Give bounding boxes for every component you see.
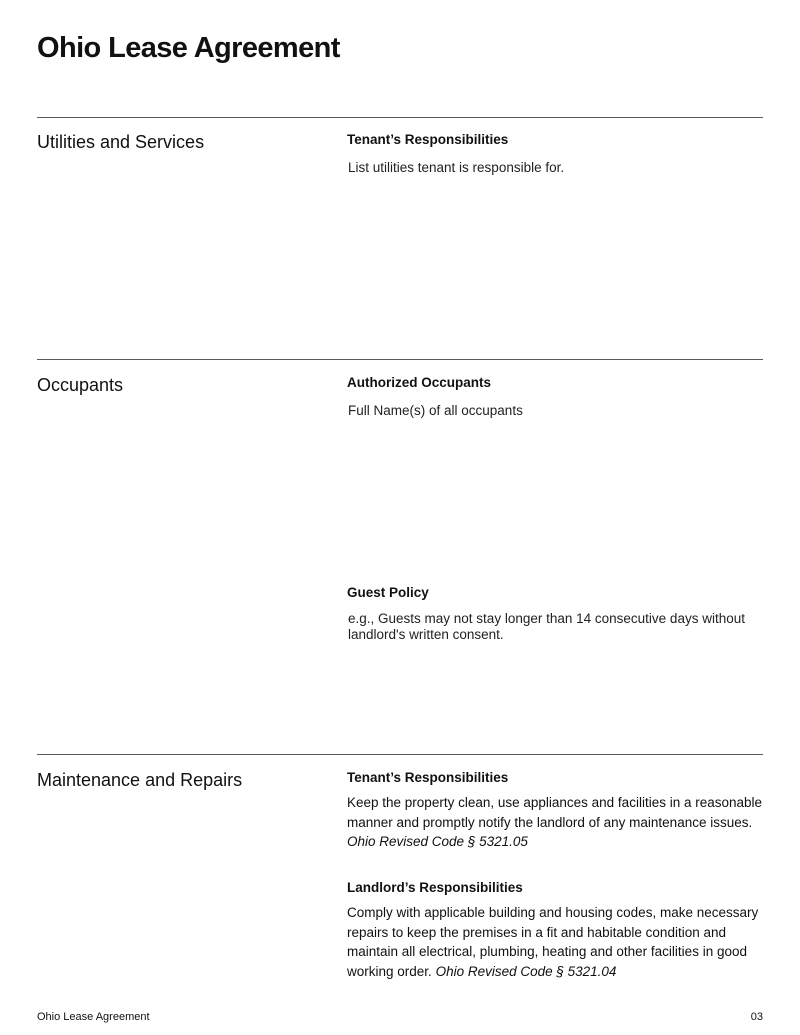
utilities-tenant-field[interactable]: List utilities tenant is responsible for. bbox=[348, 160, 565, 175]
guest-policy-label: Guest Policy bbox=[347, 585, 429, 600]
section-divider bbox=[37, 754, 763, 755]
maintenance-tenant-label: Tenant’s Responsibilities bbox=[347, 770, 509, 785]
maintenance-landlord-body: Comply with applicable building and housing codes, make necessary repairs to keep the premises in a fit and habitable condition and maintain all electrical, plumbing, heating and other facilities in good working order. bbox=[347, 905, 759, 979]
authorized-occupants-field[interactable]: Full Name(s) of all occupants bbox=[348, 403, 523, 418]
maintenance-tenant-body: Keep the property clean, use appliances and facilities in a reasonable manner and promptly notify the landlord of any maintenance issues. bbox=[347, 795, 763, 830]
maintenance-landlord-citation: Ohio Revised Code § 5321.04 bbox=[435, 963, 617, 979]
page-title: Ohio Lease Agreement bbox=[37, 32, 340, 64]
authorized-occupants-label: Authorized Occupants bbox=[347, 375, 492, 390]
section-divider bbox=[37, 359, 763, 360]
footer-document-name: Ohio Lease Agreement bbox=[37, 1011, 150, 1023]
guest-policy-field[interactable]: e.g., Guests may not stay longer than 14 consecutive days without landlord's written consent. bbox=[348, 611, 749, 642]
footer-page-number: 03 bbox=[750, 1011, 763, 1023]
maintenance-tenant-text bbox=[347, 793, 767, 852]
section-heading-occupants: Occupants bbox=[37, 375, 124, 395]
maintenance-tenant-citation: Ohio Revised Code § 5321.05 bbox=[347, 834, 528, 849]
section-divider bbox=[37, 117, 763, 118]
utilities-tenant-label: Tenant’s Responsibilities bbox=[347, 132, 509, 147]
section-heading-utilities: Utilities and Services bbox=[37, 132, 205, 152]
maintenance-landlord-text bbox=[347, 903, 767, 981]
section-heading-maintenance: Maintenance and Repairs bbox=[37, 770, 243, 790]
maintenance-landlord-label: Landlord’s Responsibilities bbox=[347, 880, 523, 895]
